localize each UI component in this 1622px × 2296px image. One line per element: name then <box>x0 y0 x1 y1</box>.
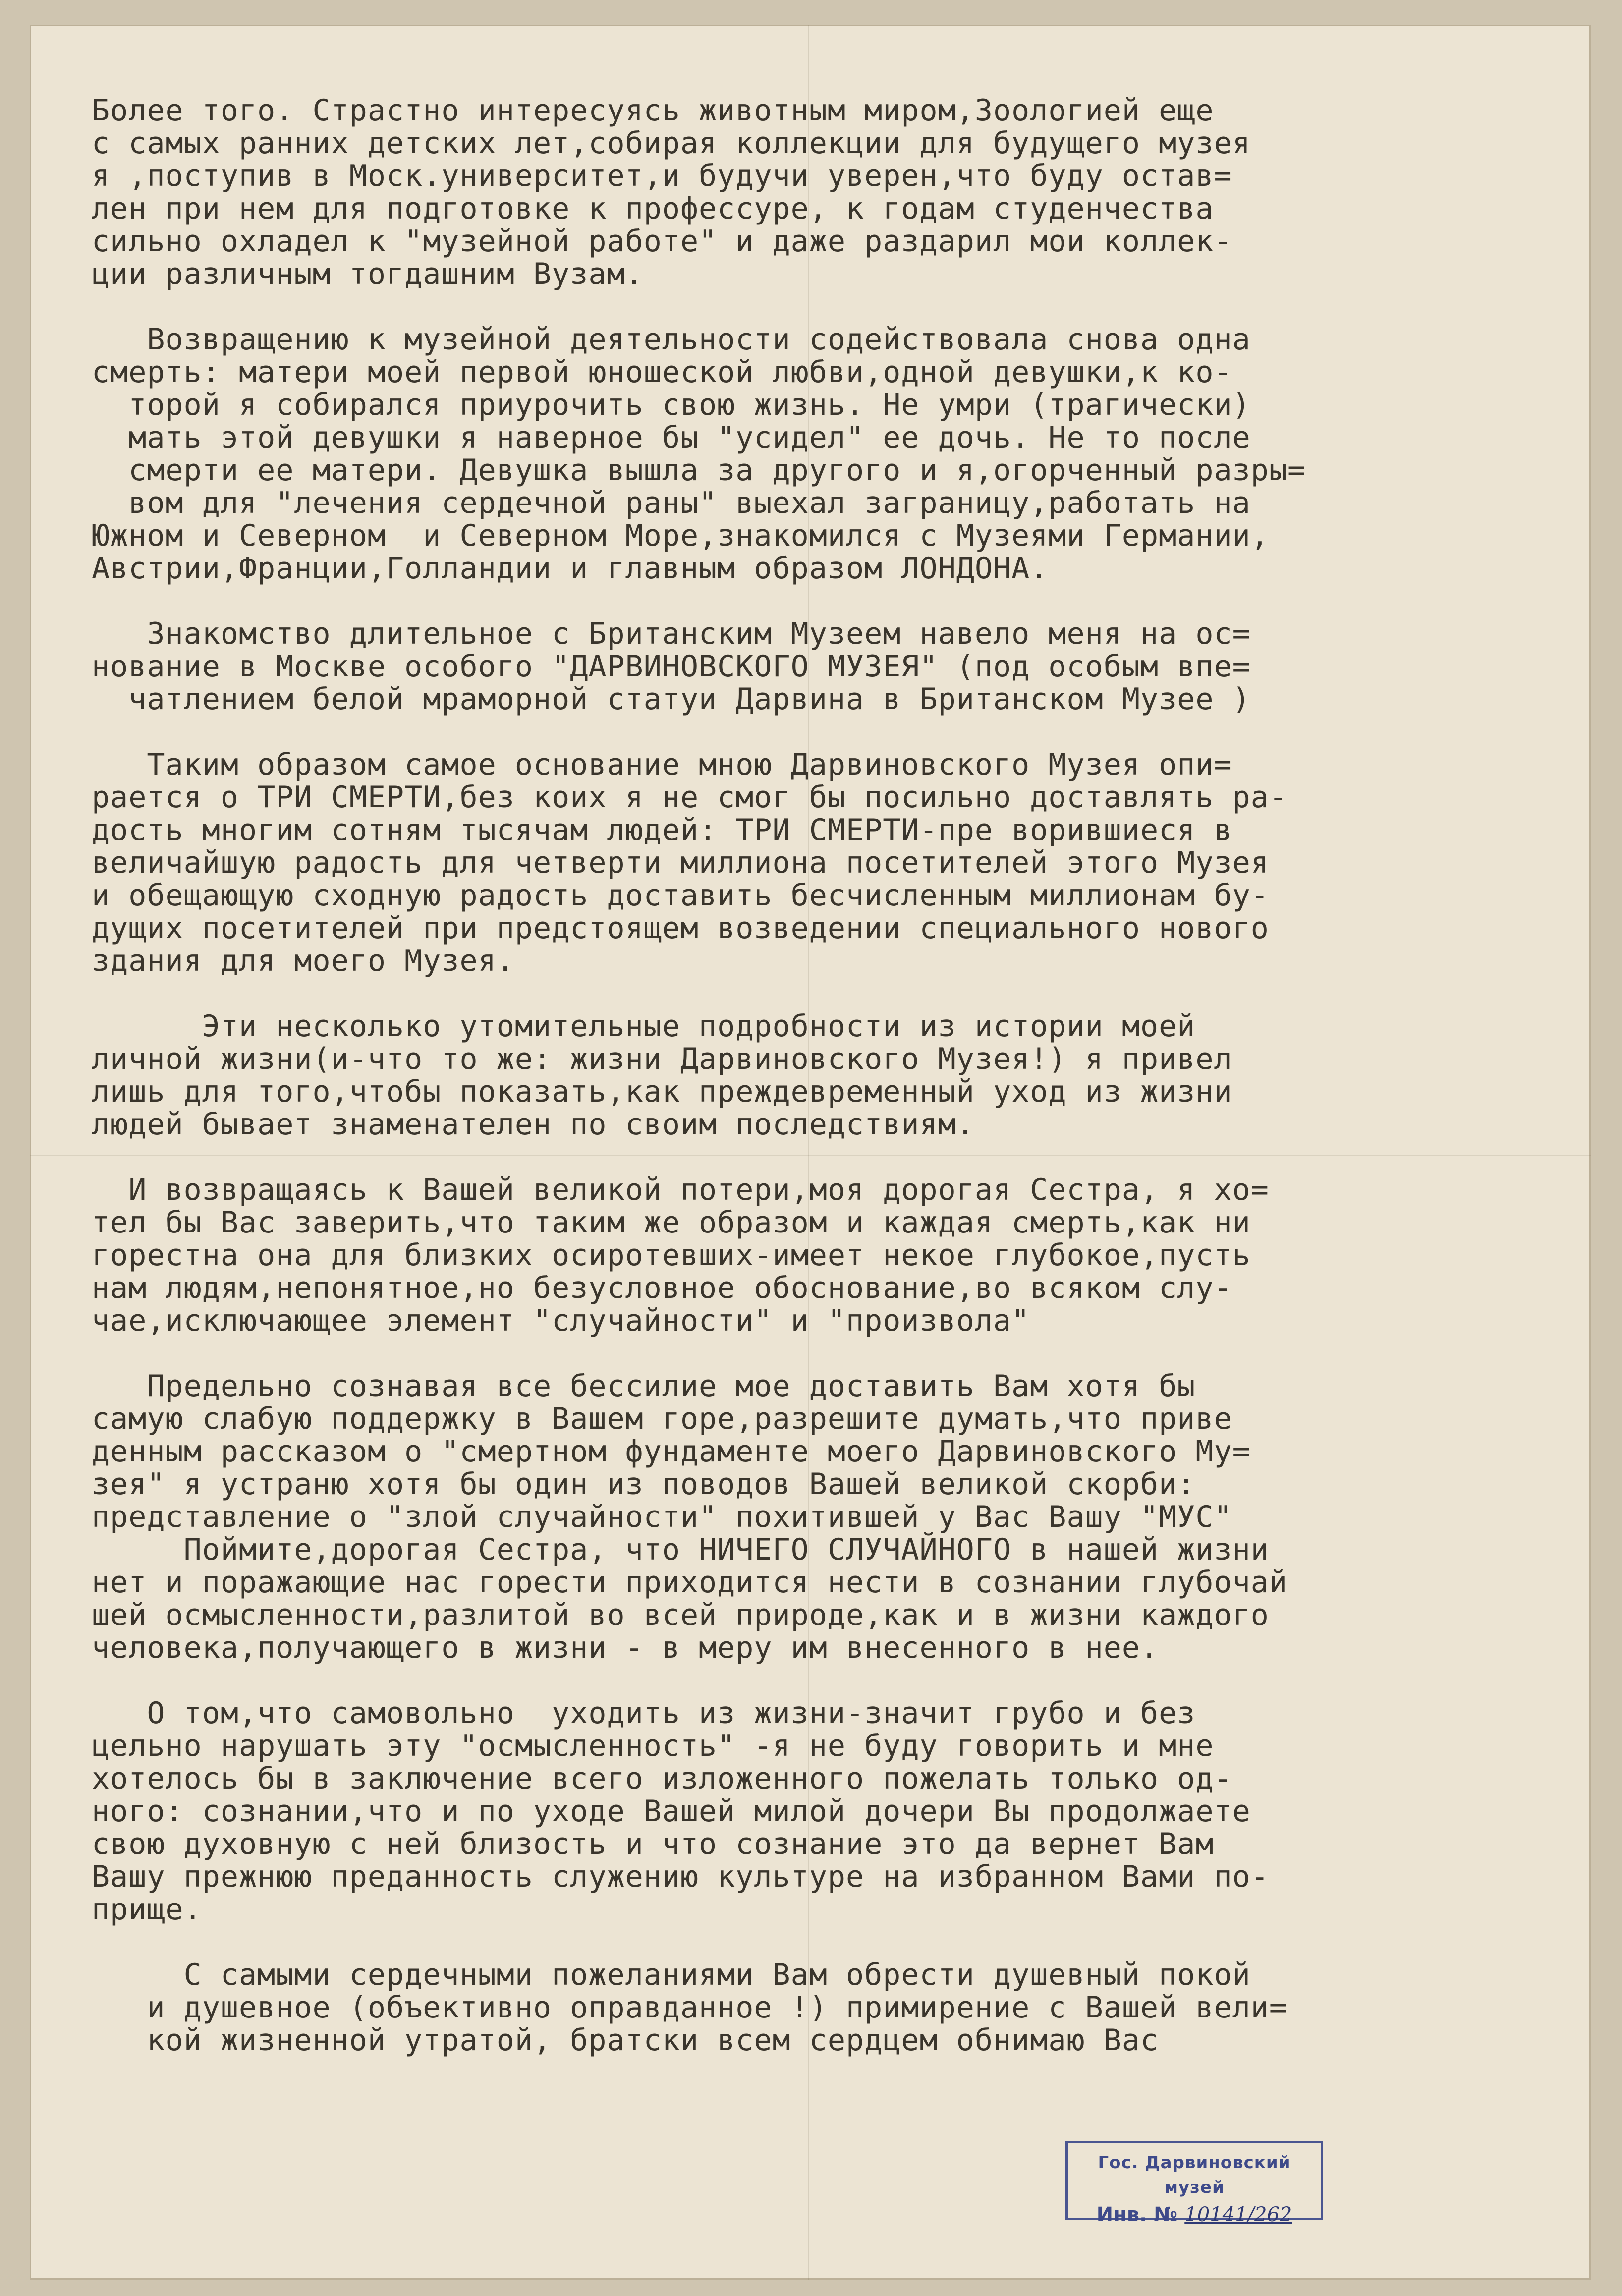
text-line: свою духовную с ней близость и что сознание это да вернет Вам <box>92 1827 1214 1861</box>
text-line: самую слабую поддержку в Вашем горе,разрешите думать,что приве <box>92 1401 1232 1436</box>
stamp-museum-name: Гос. Дарвиновский музей <box>1098 2153 1291 2197</box>
text-line: тел бы Вас заверить,что таким же образом и каждая смерть,как ни <box>92 1205 1251 1240</box>
text-line: О том,что самовольно уходить из жизни-значит грубо и без <box>92 1696 1196 1731</box>
text-line: мать этой девушки я наверное бы "усидел" ее дочь. Не то после <box>92 420 1251 455</box>
text-line: рается о ТРИ СМЕРТИ,без коих я не смог бы посильно доставлять ра- <box>92 780 1287 815</box>
museum-inventory-stamp <box>1065 2141 1323 2226</box>
text-line: дущих посетителей при предстоящем возведении специального нового <box>92 911 1269 946</box>
paragraph <box>92 617 1578 716</box>
text-line: дость многим сотням тысячам людей: ТРИ СМЕРТИ-пре ворившиеся в <box>92 813 1232 847</box>
text-line: шей осмысленности,разлитой во всей природе,как и в жизни каждого <box>92 1598 1269 1632</box>
text-line: горестна она для близких осиротевших-имеет некое глубокое,пусть <box>92 1238 1251 1273</box>
text-line: ного: сознании,что и по уходе Вашей милой дочери Вы продолжаете <box>92 1794 1251 1829</box>
text-line: Предельно сознавая все бессилие мое доставить Вам хотя бы <box>92 1369 1196 1403</box>
text-line: здания для моего Музея. <box>92 944 515 978</box>
text-line: и душевное (объективно оправданное !) примирение с Вашей вели= <box>92 1990 1287 2025</box>
text-line: и обещающую сходную радость доставить бесчисленным миллионам бу- <box>92 878 1269 913</box>
paragraph <box>92 1174 1578 1337</box>
text-line: представление о "злой случайности" похитившей у Вас Вашу "МУС" <box>92 1500 1232 1534</box>
stamp-inventory-number: 10141/262 <box>1184 2203 1292 2226</box>
text-line: кой жизненной утратой, братски всем сердцем обнимаю Вас <box>92 2023 1159 2058</box>
text-line: И возвращаясь к Вашей великой потери,моя дорогая Сестра, я хо= <box>92 1173 1269 1207</box>
text-line: чае,исключающее элемент "случайности" и "произвола" <box>92 1303 1030 1338</box>
stamp-inventory-label: Инв. № <box>1096 2203 1178 2226</box>
text-line: нам людям,непонятное,но безусловное обоснование,во всяком слу- <box>92 1271 1232 1305</box>
text-line: Знакомство длительное с Британским Музеем навело меня на ос= <box>92 616 1251 651</box>
text-line: с самых ранних детских лет,собирая коллекции для будущего музея <box>92 126 1251 161</box>
paragraph <box>92 94 1578 290</box>
text-line: смерти ее матери. Девушка вышла за другого и я,огорченный разры= <box>92 453 1306 488</box>
text-line: нование в Москве особого "ДАРВИНОВСКОГО МУЗЕЯ" (под особым впе= <box>92 649 1251 684</box>
text-line: цельно нарушать эту "осмысленность" -я не буду говорить и мне <box>92 1729 1214 1763</box>
text-line: Таким образом самое основание мною Дарвиновского Музея опи= <box>92 747 1232 782</box>
text-line: чатлением белой мраморной статуи Дарвина в Британском Музее ) <box>92 682 1251 717</box>
paragraph <box>92 1370 1578 1664</box>
text-line: зея" я устраню хотя бы один из поводов Вашей великой скорби: <box>92 1467 1196 1502</box>
text-line: вом для "лечения сердечной раны" выехал заграницу,работать на <box>92 486 1251 520</box>
text-line: людей бывает знаменателен по своим последствиям. <box>92 1107 975 1142</box>
text-line: торой я собирался приурочить свою жизнь. Не умри (трагически) <box>92 388 1251 422</box>
text-line: лишь для того,чтобы показать,как преждевременный уход из жизни <box>92 1074 1232 1109</box>
text-line: Поймите,дорогая Сестра, что НИЧЕГО СЛУЧАЙНОГО в нашей жизни <box>92 1532 1269 1567</box>
text-line: ции различным тогдашним Вузам. <box>92 257 644 291</box>
text-line: нет и поражающие нас горести приходится нести в сознании глубочай <box>92 1565 1287 1600</box>
text-line: я ,поступив в Моск.университет,и будучи уверен,что буду остав= <box>92 159 1232 193</box>
text-line: Австрии,Франции,Голландии и главным образом ЛОНДОНА. <box>92 551 1049 586</box>
text-line: С самыми сердечными пожеланиями Вам обрести душевный покой <box>92 1958 1251 1992</box>
text-line: Южном и Северном и Северном Море,знакомился с Музеями Германии, <box>92 518 1269 553</box>
text-line: хотелось бы в заключение всего изложенного пожелать только од- <box>92 1761 1232 1796</box>
paragraph <box>92 748 1578 977</box>
text-line: Более того. Страстно интересуясь животным миром,Зоологией еще <box>92 93 1214 128</box>
paragraph <box>92 1010 1578 1141</box>
paragraph <box>92 1697 1578 1926</box>
paragraph <box>92 1959 1578 2057</box>
text-line: прище. <box>92 1892 202 1927</box>
text-line: сильно охладел к "музейной работе" и даже раздарил мои коллек- <box>92 224 1232 259</box>
text-line: Эти несколько утомительные подробности из истории моей <box>92 1009 1196 1044</box>
text-line: человека,получающего в жизни - в меру им внесенного в нее. <box>92 1630 1159 1665</box>
paragraph <box>92 323 1578 585</box>
text-line: величайшую радость для четверти миллиона посетителей этого Музея <box>92 845 1269 880</box>
text-line: смерть: матери моей первой юношеской любви,одной девушки,к ко- <box>92 355 1232 390</box>
text-line: денным рассказом о "смертном фундаменте моего Дарвиновского Му= <box>92 1434 1251 1469</box>
text-line: личной жизни(и-что то же: жизни Дарвиновского Музея!) я привел <box>92 1042 1232 1076</box>
typewritten-letter-body <box>92 94 1578 2057</box>
stamp-inventory-row <box>1077 2200 1312 2230</box>
text-line: лен при нем для подготовке к профессуре, к годам студенчества <box>92 191 1214 226</box>
text-line: Возвращению к музейной деятельности содействовала снова одна <box>92 322 1251 357</box>
text-line: Вашу прежнюю преданность служению культуре на избранном Вами по- <box>92 1859 1269 1894</box>
document-page <box>30 25 1591 2280</box>
